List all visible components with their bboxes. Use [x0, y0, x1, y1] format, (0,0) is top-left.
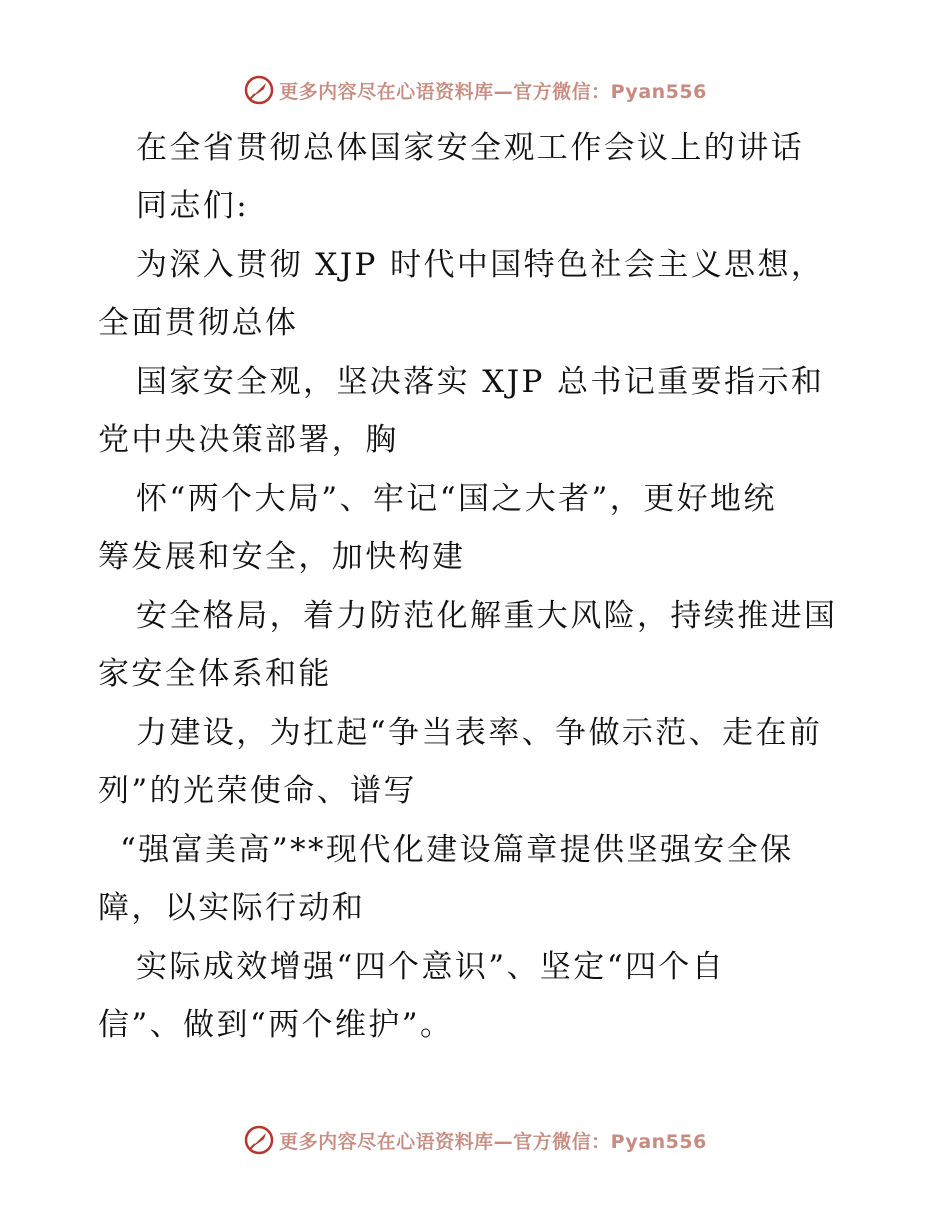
- document-title: 在全省贯彻总体国家安全观工作会议上的讲话: [136, 130, 804, 166]
- footer-watermark: [0, 1120, 950, 1160]
- paragraph-line: 列”的光荣使命、谱写: [98, 773, 417, 809]
- salutation: 同志们:: [136, 188, 250, 224]
- paragraph-line: 筹发展和安全，加快构建: [98, 539, 466, 575]
- quill-logo-icon: [243, 74, 275, 106]
- paragraph-line: 信”、做到“两个维护”。: [98, 1007, 454, 1043]
- paragraph-line: 为深入贯彻 XJP 时代中国特色社会主义思想，: [136, 247, 825, 283]
- header-watermark: [0, 70, 950, 110]
- paragraph-line: 安全格局，着力防范化解重大风险，持续推进国: [136, 598, 838, 634]
- watermark-text: 更多内容尽在心语资料库—官方微信：Pyan556: [279, 80, 707, 103]
- watermark-text: 更多内容尽在心语资料库—官方微信：Pyan556: [279, 1130, 707, 1153]
- paragraph-line: 家安全体系和能: [98, 656, 332, 692]
- paragraph-line: 障，以实际行动和: [98, 890, 366, 926]
- paragraph-line: 全面贯彻总体: [98, 305, 299, 341]
- paragraph-line: 实际成效增强“四个意识”、坚定“四个自: [136, 949, 726, 985]
- quill-logo-icon: [243, 1124, 275, 1156]
- paragraph-line: 怀“两个大局”、牢记“国之大者”，更好地统: [136, 481, 777, 517]
- paragraph-line: “强富美高”**现代化建设篇章提供坚强安全保: [120, 832, 794, 868]
- paragraph-line: 力建设，为扛起“争当表率、争做示范、走在前: [136, 715, 823, 751]
- paragraph-line: 国家安全观，坚决落实 XJP 总书记重要指示和: [136, 364, 825, 400]
- paragraph-line: 党中央决策部署，胸: [98, 422, 399, 458]
